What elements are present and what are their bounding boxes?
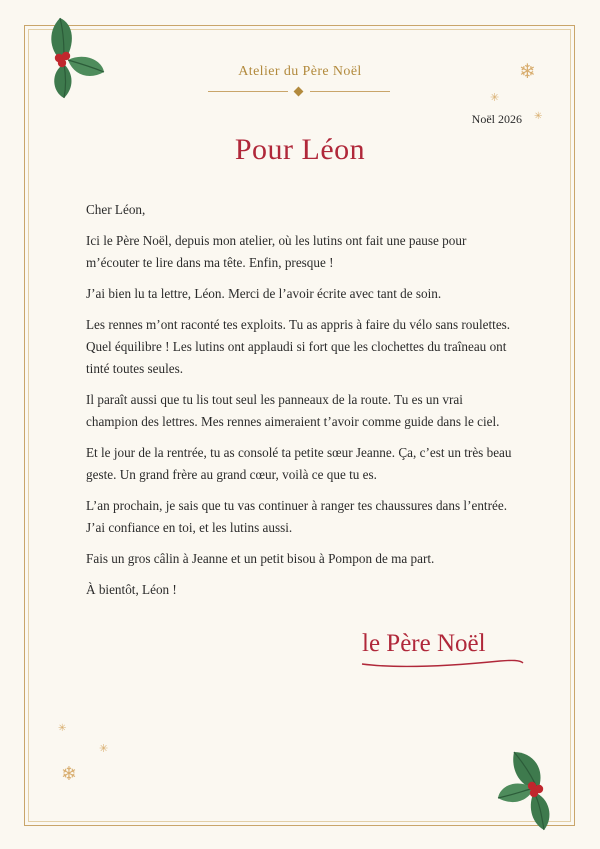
snowflake-icon: ❄ — [61, 764, 77, 785]
signature: le Père Noël — [362, 630, 486, 657]
holly-bottom-right-icon — [494, 748, 558, 834]
paragraph: Il paraît aussi que tu lis tout seul les panneaux de la route. Tu es un vrai champion des lettres. Mes rennes aimeraient t’avoir comme guide dans le ciel. — [86, 392, 500, 429]
workshop-heading: Atelier du Père Noël — [238, 64, 362, 79]
signature-flourish — [360, 655, 526, 671]
sparkle-icon: ✳ — [58, 723, 67, 734]
paragraph: Et le jour de la rentrée, tu as consolé ta petite sœur Jeanne. Ça, c’est un très beau geste. Un grand frère au grand cœur, voilà ce que tu es. — [86, 445, 512, 482]
paragraph: J’ai bien lu ta lettre, Léon. Merci de l’avoir écrite avec tant de soin. — [86, 286, 442, 301]
paragraph: Ici le Père Noël, depuis mon atelier, où les lutins ont fait une pause pour m’écouter te lire dans ma tête. Enfin, presque ! — [86, 233, 467, 270]
letter-title: Pour Léon — [234, 133, 366, 166]
sparkle-icon: ✳ — [534, 111, 543, 122]
divider-right — [310, 91, 390, 92]
holly-top-left-icon — [44, 14, 108, 102]
sparkle-icon: ✳ — [490, 92, 500, 104]
greeting: Cher Léon, — [86, 202, 146, 217]
letter-body — [86, 199, 518, 610]
divider-left — [208, 91, 288, 92]
snowflake-icon: ❄ — [519, 61, 536, 83]
letter-date: Noël 2026 — [471, 112, 522, 126]
sparkle-icon: ✳ — [99, 743, 109, 755]
paragraph: L’an prochain, je sais que tu vas continuer à ranger tes chaussures dans l’entrée. J’ai confiance en toi, et les lutins aussi. — [86, 498, 507, 535]
paragraph: Fais un gros câlin à Jeanne et un petit bisou à Pompon de ma part. — [86, 551, 435, 566]
paragraph: Les rennes m’ont raconté tes exploits. Tu as appris à faire du vélo sans roulettes. Quel équilibre ! Les lutins ont applaudi si fort que les clochettes du traîneau ont tinté toutes seules. — [86, 317, 511, 376]
closing-line: À bientôt, Léon ! — [86, 582, 177, 597]
